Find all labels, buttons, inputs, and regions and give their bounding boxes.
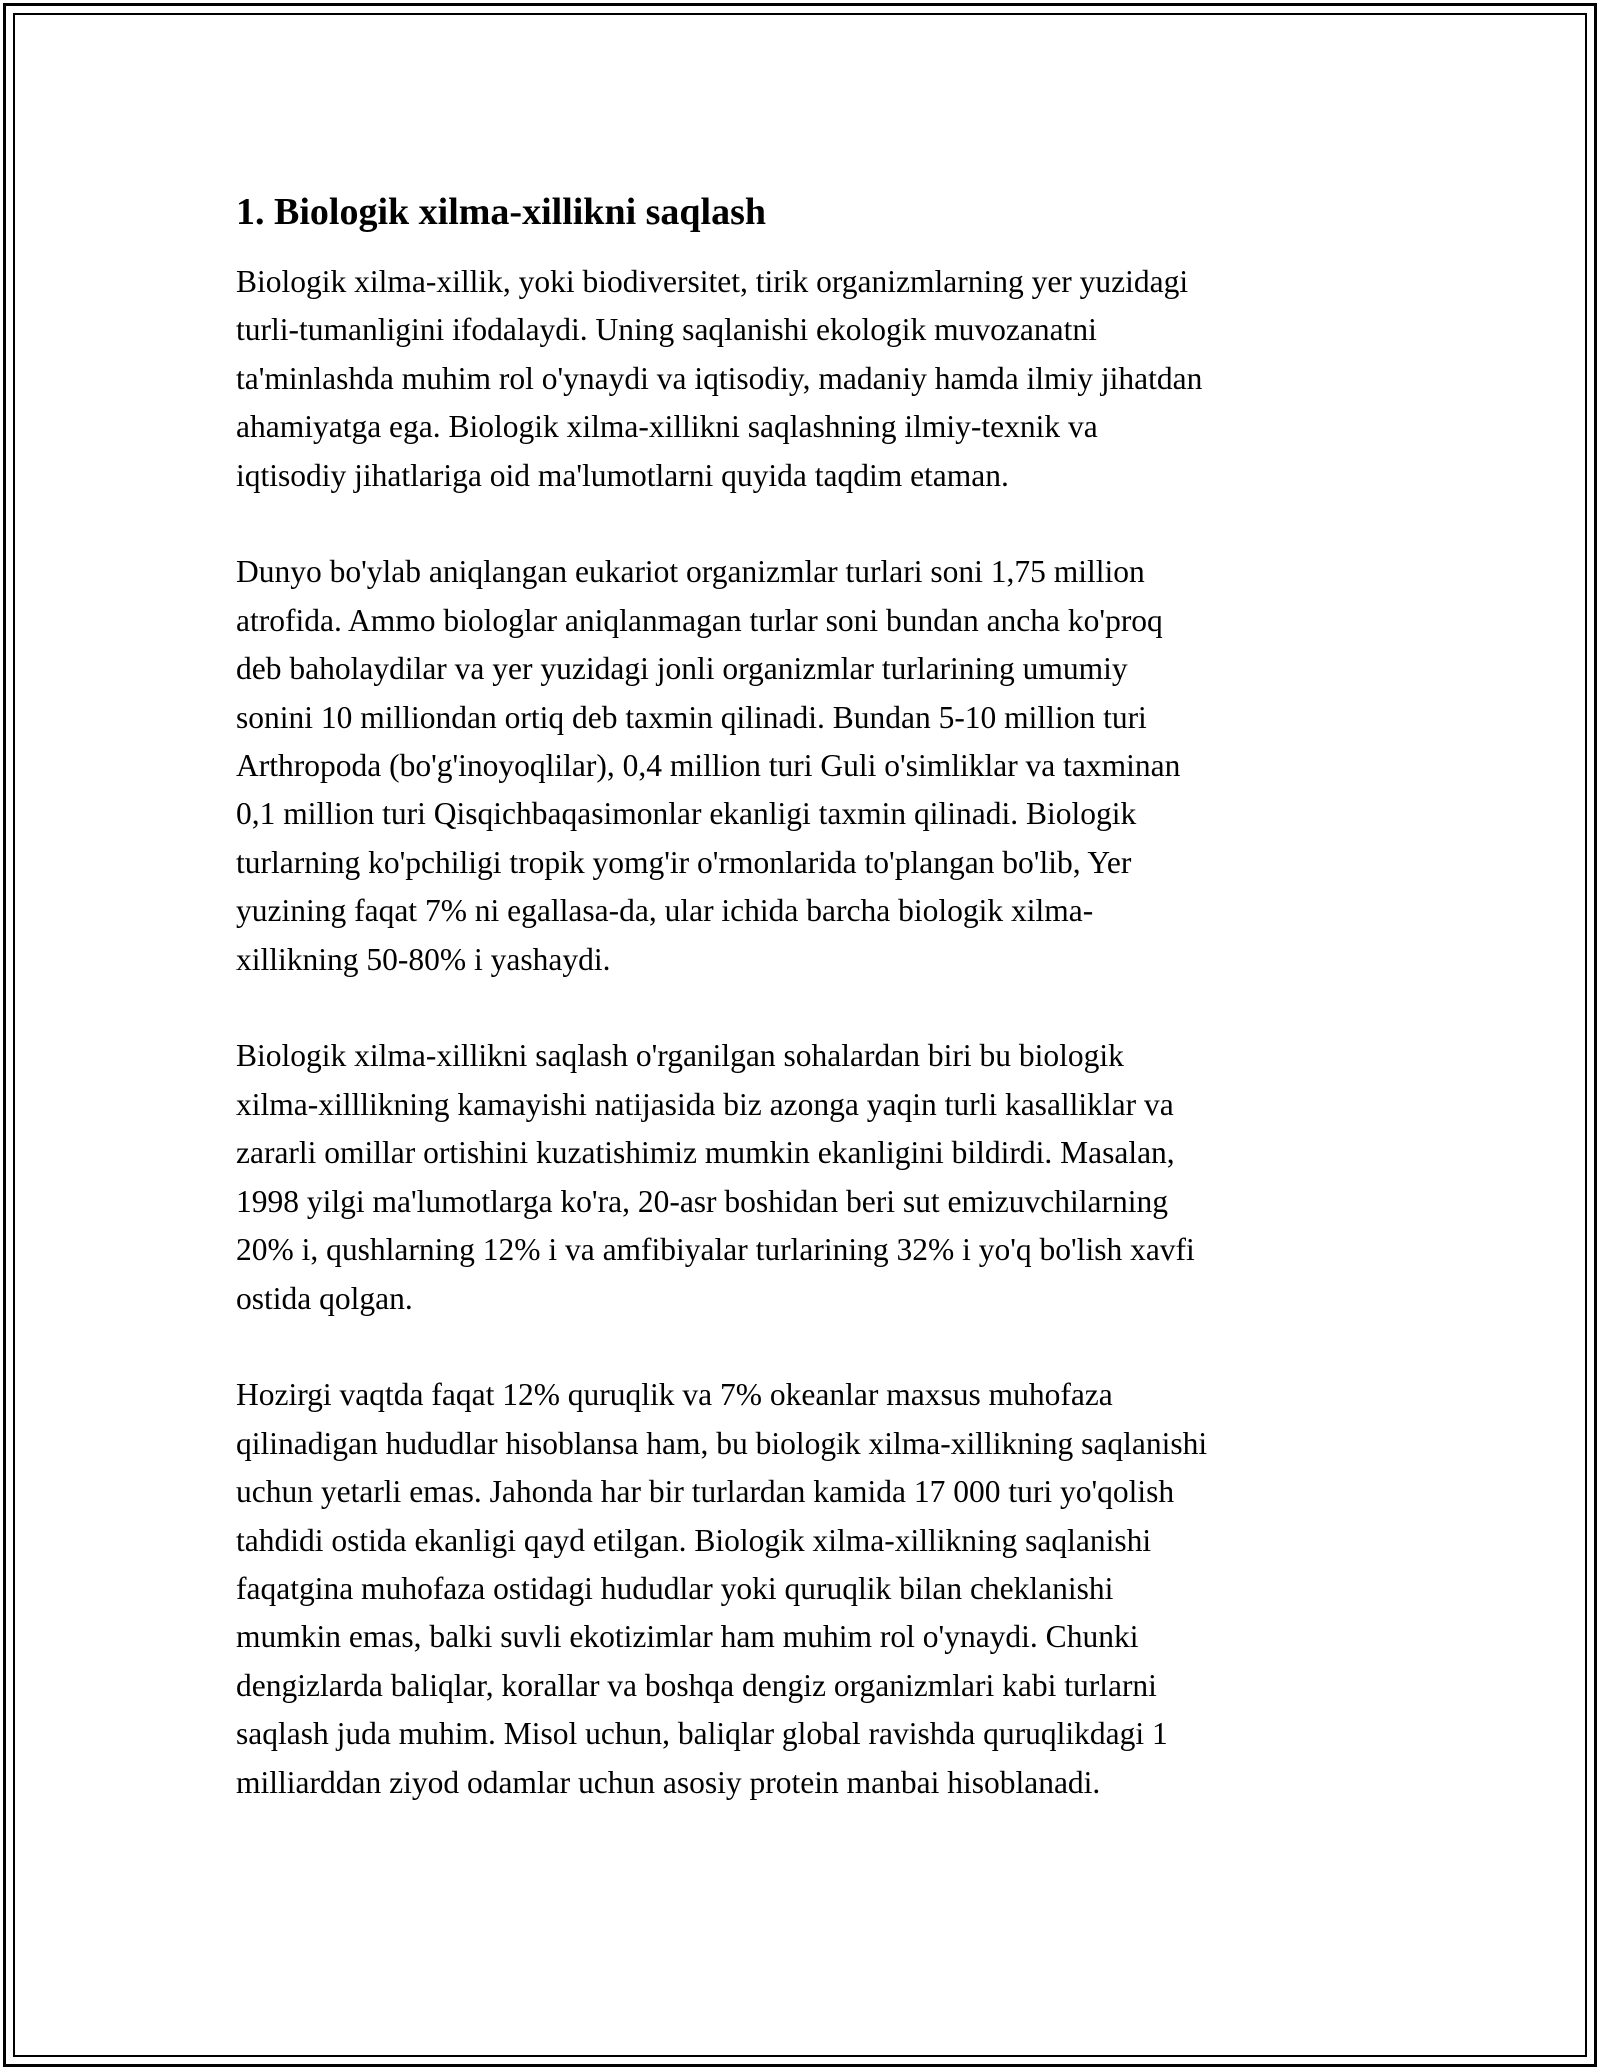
paragraph-line: faqatgina muhofaza ostidagi hududlar yoki quruqlik bilan cheklanishi: [236, 1570, 1114, 1606]
paragraph-line: milliarddan ziyod odamlar uchun asosiy protein manbai hisoblanadi.: [236, 1764, 1101, 1800]
paragraph-protected-areas: [236, 1371, 1376, 1807]
paragraph-introduction: [236, 258, 1376, 500]
paragraph-line: 20% i, qushlarning 12% i va amfibiyalar turlarining 32% i yo'q bo'lish xavfi: [236, 1232, 1195, 1268]
document-body: [236, 184, 1376, 1855]
paragraph-line: sonini 10 milliondan ortiq deb taxmin qilinadi. Bundan 5-10 million turi: [236, 699, 1147, 735]
document-title: 1. Biologik xilma-xillikni saqlash: [236, 191, 767, 233]
paragraph-line: ahamiyatga ega. Biologik xilma-xillikni saqlashning ilmiy-texnik va: [236, 409, 1098, 445]
paragraph-line: uchun yetarli emas. Jahonda har bir turlardan kamida 17 000 turi yo'qolish: [236, 1474, 1175, 1510]
paragraph-line: dengizlarda baliqlar, korallar va boshqa dengiz organizmlari kabi turlarni: [236, 1667, 1157, 1703]
paragraph-line: Dunyo bo'ylab aniqlangan eukariot organizmlar turlari soni 1,75 million: [236, 554, 1145, 590]
paragraph-line: xillikning 50-80% i yashaydi.: [236, 941, 611, 977]
paragraph-line: ta'minlashda muhim rol o'ynaydi va iqtisodiy, madaniy hamda ilmiy jihatdan: [236, 360, 1203, 396]
paragraph-line: Biologik xilma-xillikni saqlash o'rganilgan sohalardan biri bu biologik: [236, 1038, 1124, 1074]
paragraph-line: qilinadigan hududlar hisoblansa ham, bu biologik xilma-xillikning saqlanishi: [236, 1425, 1208, 1461]
paragraph-line: turli-tumanligini ifodalaydi. Uning saqlanishi ekologik muvozanatni: [236, 312, 1097, 348]
paragraph-line: ostida qolgan.: [236, 1280, 413, 1316]
paragraph-line: zararli omillar ortishini kuzatishimiz mumkin ekanligini bildirdi. Masalan,: [236, 1135, 1175, 1171]
paragraph-line: xilma-xilllikning kamayishi natijasida biz azonga yaqin turli kasalliklar va: [236, 1086, 1174, 1122]
paragraph-extinction-risk: [236, 1032, 1376, 1322]
paragraph-line: atrofida. Ammo biologlar aniqlanmagan turlar soni bundan ancha ko'proq: [236, 602, 1163, 638]
paragraph-species-count: [236, 548, 1376, 984]
paragraph-line: turlarning ko'pchiligi tropik yomg'ir o'rmonlarida to'plangan bo'lib, Yer: [236, 844, 1132, 880]
paragraph-line: Hozirgi vaqtda faqat 12% quruqlik va 7% okeanlar maxsus muhofaza: [236, 1377, 1113, 1413]
paragraph-line: 0,1 million turi Qisqichbaqasimonlar ekanligi taxmin qilinadi. Biologik: [236, 796, 1137, 832]
paragraph-line: Biologik xilma-xillik, yoki biodiversitet, tirik organizmlarning yer yuzidagi: [236, 264, 1189, 299]
paragraph-line: mumkin emas, balki suvli ekotizimlar ham muhim rol o'ynaydi. Chunki: [236, 1619, 1139, 1655]
paragraph-line: Arthropoda (bo'g'inoyoqlilar), 0,4 million turi Guli o'simliklar va taxminan: [236, 748, 1181, 784]
paragraph-line: yuzining faqat 7% ni egallasa-da, ular ichida barcha biologik xilma-: [236, 893, 1094, 929]
paragraph-line: deb baholaydilar va yer yuzidagi jonli organizmlar turlarining umumiy: [236, 651, 1128, 687]
paragraph-line: tahdidi ostida ekanligi qayd etilgan. Biologik xilma-xillikning saqlanishi: [236, 1522, 1152, 1558]
paragraph-line: iqtisodiy jihatlariga oid ma'lumotlarni quyida taqdim etaman.: [236, 457, 1009, 493]
paragraph-line: 1998 yilgi ma'lumotlarga ko'ra, 20-asr boshidan beri sut emizuvchilarning: [236, 1183, 1168, 1219]
paragraph-line: saqlash juda muhim. Misol uchun, baliqlar global ravishda quruqlikdagi 1: [236, 1716, 1168, 1752]
